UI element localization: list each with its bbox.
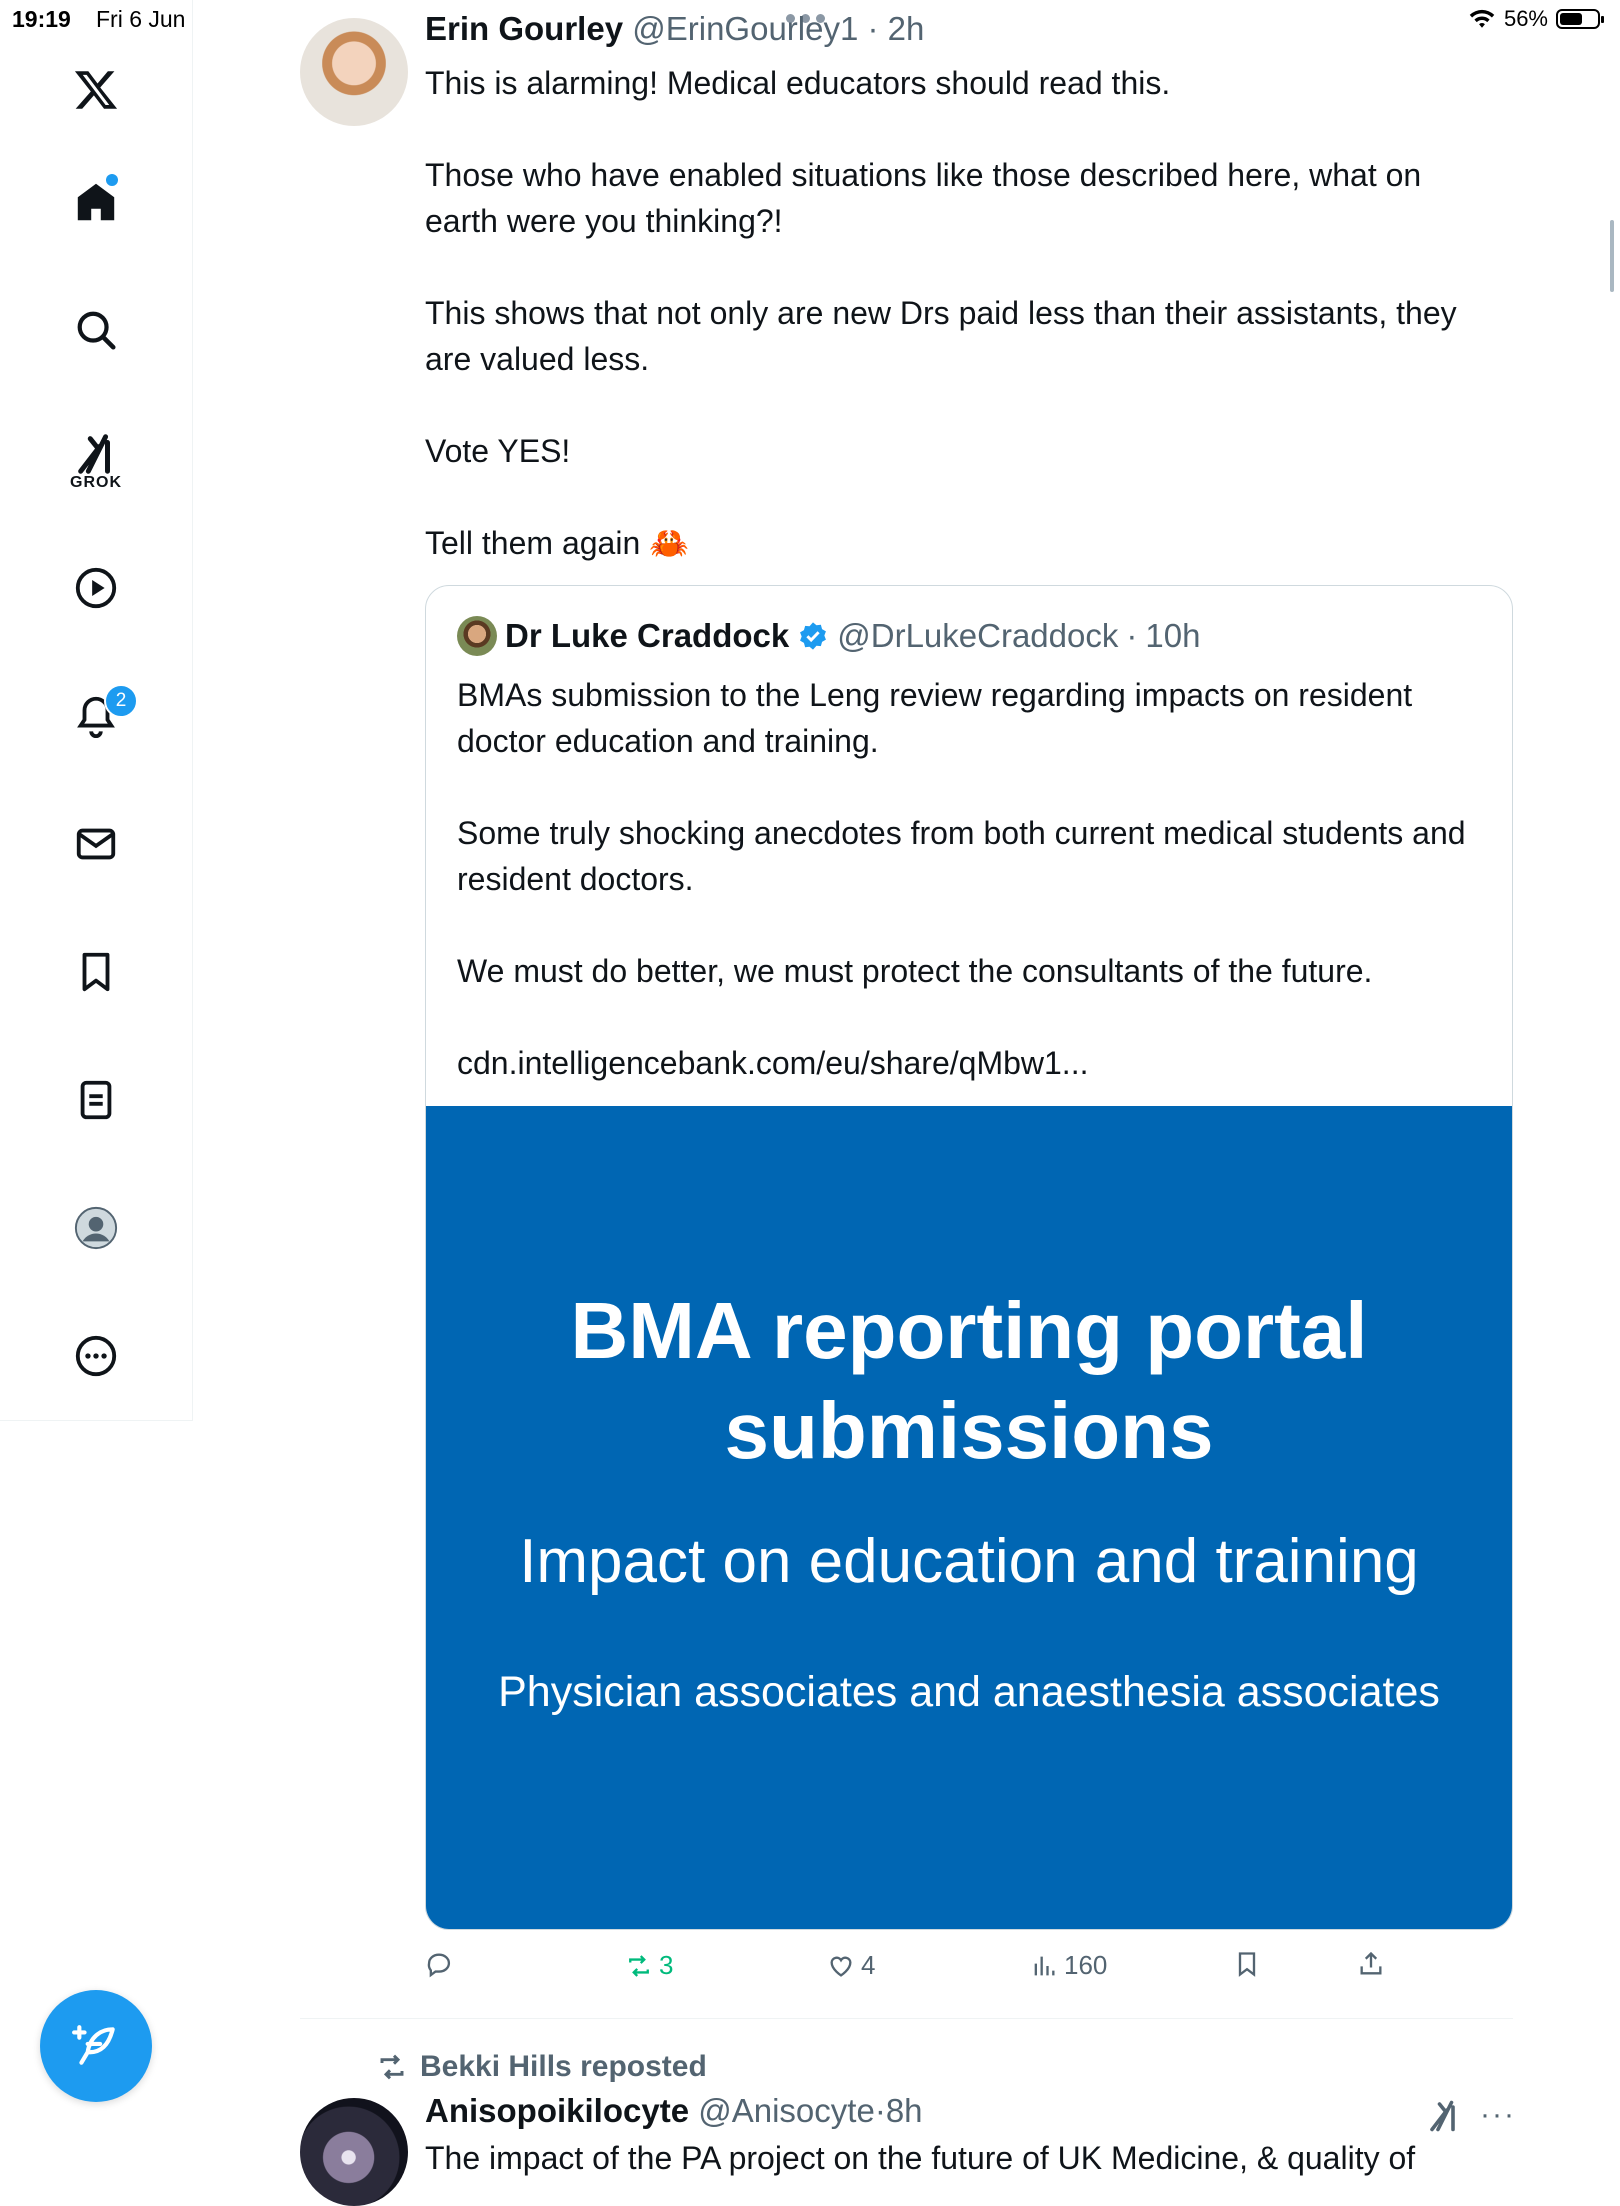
views-chart-icon [1030,1952,1058,1980]
grok-icon[interactable] [64,422,128,491]
next-author-avatar[interactable] [300,2098,408,2206]
wifi-icon [1468,8,1496,30]
quoted-paragraph: BMAs submission to the Leng review regarding impacts on resident doctor education and training. [457,677,1413,759]
like-button[interactable] [827,1950,875,1981]
next-author-handle[interactable]: @Anisocyte [698,2092,875,2129]
battery-icon [1556,9,1600,29]
quoted-tweet-header: Dr Luke Craddock @DrLukeCraddock · 10h [457,616,1200,656]
verified-badge-icon [797,620,829,652]
quoted-paragraph: Some truly shocking anecdotes from both current medical students and resident doctors. [457,815,1466,897]
views-button[interactable] [1030,1950,1107,1981]
status-date: Fri 6 Jun [96,6,186,32]
bookmark-button[interactable] [1233,1950,1261,1978]
tweet-text [425,60,1495,612]
tweet-paragraph: This shows that not only are new Drs paid less than their assistants, they are valued less. [425,295,1457,377]
repost-icon [376,2051,408,2083]
repost-context[interactable] [376,2050,707,2084]
reply-button[interactable] [425,1950,459,1978]
home-icon[interactable] [64,170,128,234]
repost-by-label: Bekki Hills reposted [420,2050,707,2083]
quoted-author-handle[interactable]: @DrLukeCraddock [837,617,1119,654]
messages-icon[interactable] [64,812,128,876]
media-subtitle-secondary: Physician associates and anaesthesia associates [498,1668,1440,1716]
compose-feather-icon [71,2021,121,2071]
author-name[interactable]: Erin Gourley [425,10,624,47]
tweet-time[interactable]: 2h [887,10,925,47]
grok-explain-icon[interactable] [1426,2098,1462,2139]
like-count: 4 [861,1950,876,1980]
author-handle[interactable]: @ErinGourley1 [632,10,859,47]
bookmark-icon [1233,1950,1261,1978]
media-subtitle: Impact on education and training [519,1527,1419,1596]
quoted-media-image[interactable] [426,1106,1512,1929]
status-time: 19:19 [12,6,71,32]
video-icon[interactable] [64,556,128,620]
grok-label: GROK [70,474,122,491]
search-icon[interactable] [64,298,128,362]
quoted-tweet[interactable] [425,585,1513,1930]
quoted-author-avatar[interactable] [457,616,497,656]
repost-count: 3 [659,1950,674,1980]
tweet-divider [300,2018,1513,2019]
next-tweet-time[interactable]: 8h [885,2092,923,2129]
views-count: 160 [1064,1950,1108,1980]
home-unread-dot [106,174,118,186]
repost-icon [625,1952,653,1980]
heart-icon [827,1952,855,1980]
battery-percent: 56% [1503,6,1548,31]
more-options-icon[interactable] [64,1324,128,1388]
author-avatar[interactable] [300,18,408,126]
repost-button[interactable] [625,1950,673,1981]
quoted-paragraph: We must do better, we must protect the consultants of the future. [457,953,1373,989]
quoted-author-name[interactable]: Dr Luke Craddock [505,617,790,654]
notifications-badge: 2 [104,684,138,718]
tweet-paragraph: Those who have enabled situations like those described here, what on earth were you thinking?! [425,157,1422,239]
bookmarks-icon[interactable] [64,940,128,1004]
lists-icon[interactable] [64,1068,128,1132]
tweet-paragraph: Vote YES! [425,433,571,469]
quoted-tweet-text [457,672,1487,1132]
tweet-paragraph: Tell them again 🦀 [425,525,689,561]
quoted-tweet-time[interactable]: 10h [1145,617,1201,654]
sidebar [0,0,193,1421]
profile-avatar-icon[interactable] [64,1196,128,1260]
next-author-name[interactable]: Anisopoikilocyte [425,2092,690,2129]
next-tweet-header: Anisopoikilocyte @Anisocyte·8h [425,2092,923,2129]
more-options-icon[interactable]: ··· [1480,2098,1516,2131]
status-right [1468,6,1600,32]
compose-post-button[interactable] [40,1990,152,2102]
x-logo-icon[interactable] [64,58,128,122]
reply-icon [425,1950,453,1978]
share-button[interactable] [1357,1950,1385,1978]
scroll-indicator[interactable] [1610,220,1614,292]
media-title: BMA reporting portal submissions [570,1286,1368,1475]
share-icon [1357,1950,1385,1978]
tweet-header: Erin Gourley @ErinGourley1 · 2h [425,10,925,47]
tweet-actions [425,1950,1425,1990]
next-tweet-text: The impact of the PA project on the future of UK Medicine, & quality of [425,2140,1416,2176]
quoted-link[interactable]: cdn.intelligencebank.com/eu/share/qMbw1... [457,1045,1089,1081]
tweet-paragraph: This is alarming! Medical educators should read this. [425,65,1171,101]
